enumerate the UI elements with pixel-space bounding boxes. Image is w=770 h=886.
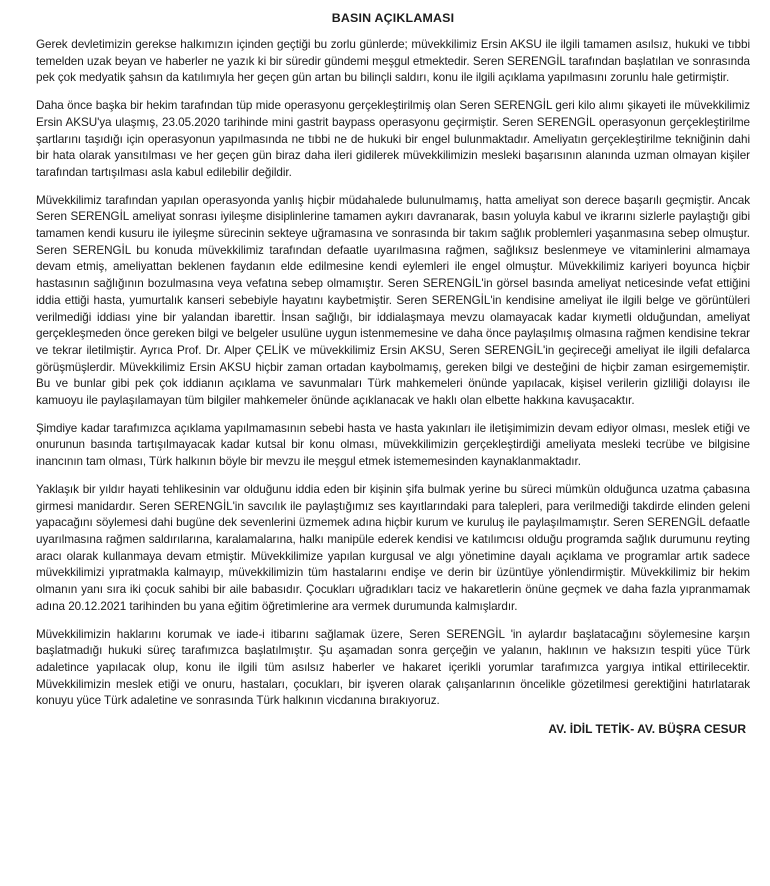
paragraph-2: Daha önce başka bir hekim tarafından tüp mide operasyonu gerçekleştirilmiş olan Seren SERENGİL geri kilo alımı şikayeti ile müvekkilimiz Ersin AKSU'ya ulaşmış, 23.05.2020 tarihinde mini gastrit baypass operasyonu geçirmiştir. Seren SERENGİL operasyonun gerçekleştirilme şartlarını taşıdığı için operasyonun yapılmasında ne tıbbi ne de hukuki bir engel bulunmaktadır. Ameliyatın gerçekleştirilme tekniğinin dahi bir hata olarak yansıtılması ve her geçen gün biraz daha ileri gidilerek müvekkilimizin mesleki başarısının alanında uzman olmayan kişiler tarafından tartışılması asla kabul edilebilir değildir. [36,99,750,179]
paragraph-5: Yaklaşık bir yıldır hayati tehlikesinin var olduğunu iddia eden bir kişinin şifa bulmak yerine bu süreci mümkün olduğunca uzatma çabasına girmesi manidardır. Seren SERENGİL'in savcılık ile paylaştığımız ses kayıtlarındaki para talepleri, para verilmediği takdirde elinden geleni yapacağını söylemesi dahi bugüne dek sevenlerini üzmemek adına hiçbir kurum ve kuruluş ile paylaşılmamıştır. Seren SERENGİL defaatle uyarılmasına rağmen saldırılarına, karalamalarına, halkı manipüle ederek kendisi ve katılımcısı olduğu programda sağlık durumunu reyting aracı olarak kullanmaya devam etmiştir. Müvekkilimize yapılan kurgusal ve algı yönetimine dayalı açıklama ve programlar artık sadece müvekkilimizi yıpratmakla kalmayıp, müvekkilimizin tüm hastalarını endişe ve derin bir üzüntüye yönlendirmiştir. Müvekkilimiz bir hekim olmanın yanı sıra iki çocuk sahibi bir aile babasıdır. Çocukları uğradıkları taciz ve hakaretlerin önüne geçmek ve daha fazla yıpranmamak adına 20.12.2021 tarihinden bu yana eğitim öğretimlerine ara vermek durumunda kalmışlardır. [36,482,750,613]
signature: AV. İDİL TETİK- AV. BÜŞRA CESUR [548,722,746,737]
paragraph-4: Şimdiye kadar tarafımızca açıklama yapılmamasının sebebi hasta ve hasta yakınları ile iletişimimizin devam ediyor olması, meslek etiği ve onurunun basında tartışılmayacak kadar kutsal bir konu olması, müvekkilimizin gerçekleştirdiği ameliyata mesleki tecrübe ve bilgisine inancının tam olması, Türk halkının böyle bir mevzu ile meşgul etmek istememesinden kaynaklanmaktadır. [36,421,750,469]
paragraph-3: Müvekkilimiz tarafından yapılan operasyonda yanlış hiçbir müdahalede bulunulmamış, hatta ameliyat son derece başarılı geçmiştir. Ancak Seren SERENGİL ameliyat sonrası iyileşme disiplinlerine tamamen aykırı davranarak, basın yoluyla kabul ve ikrarını sizlerle paylaştığı gibi tamamen kendi kusuru ile iyileşme sürecinin sekteye uğramasına ve sonrasında bir takım sağlık problemleri yaşanmasına sebep olmuştur. Seren SERENGİL bu konuda müvekkilimiz tarafından defaatle uyarılmasına rağmen, sağlıksız beslenmeye ve vitaminlerini almamaya devam etmiş, ameliyattan beklenen faydanın elde edilmesine kendi eylemleri ile engel olmuştur. Müvekkilimiz kariyeri boyunca hiçbir hastasının sağlığının bozulmasına veya vefatına sebep olmamıştır. Seren SERENGİL'in görsel basında ameliyat neticesinde vefat ettiğini iddia ettiği hasta, yumurtalık kanseri sebebiyle hayatını kaybetmiştir. Seren SERENGİL'in kendisine ameliyat ile ilgili belge ve görüntüleri verilmediği iddiası yine bir yalandan ibarettir. İnsan sağlığı, bir iddialaşmaya mevzu olamayacak kadar kıymetli olduğundan, ameliyat gerçekleşmeden önce gereken bilgi ve belgeler usulüne uygun istenmemesine ve daha önce paylaşılmış olmasına rağmen kendisine tekrar ve tekrar iletilmiştir. Ayrıca Prof. Dr. Alper ÇELİK ve müvekkilimiz Ersin AKSU, Seren SERENGİL'in geçireceği ameliyat ile ilgili defalarca görüşmüşlerdir. Müvekkilimiz Ersin AKSU hiçbir zaman ortadan kaybolmamış, gereken bilgi ve desteğini de hiçbir zaman esirgememiştir. Bu ve bunlar gibi pek çok iddianın açıklama ve savunmaları Türk mahkemeleri önünde yapılacak, kişisel verilerin gizliliği dolayısı ile kamuoyu ile paylaşılamayan tüm bilgiler mahkemeler önünde açıklanacak ve haklı olan elbette hakkına kavuşacaktır. [36,193,750,408]
paragraph-6: Müvekkilimizin haklarını korumak ve iade-i itibarını sağlamak üzere, Seren SERENGİL 'in aylardır başlatacağını söylemesine karşın başlatmadığı hukuki süreç tarafımızca başlatılmıştır. Şu aşamadan sonra gerçeğin ve yalanın, haklının ve haksızın tespiti yüce Türk adaletince yapılacak olup, konu ile ilgili tüm asılsız haberler ve hakaret içerikli yorumlar tarafımızca yargıya intikal ettirilecektir. Müvekkilimizin meslek etiği ve onuru, hastaları, çocukları, bir işveren olarak çalışanlarının öncelikle gözetilmesi gerektiğini hatırlatarak konuyu yüce Türk adaletine ve sonrasında Türk halkının vicdanına bırakıyoruz. [36,627,750,708]
document-title: BASIN AÇIKLAMASI [331,11,455,25]
paragraph-1: Gerek devletimizin gerekse halkımızın içinden geçtiği bu zorlu günlerde; müvekkilimiz Ersin AKSU ile ilgili tamamen asılsız, hukuki ve tıbbi temelden uzak beyan ve haberler ne yazık ki bir süredir gündemi meşgul etmektedir. Seren SERENGİL tarafından başlatılan ve sonrasında pek çok medyatik şahsın da katılımıyla her geçen gün artan bu bilinçli saldırı, konu ile ilgili açıklama yapılmasını zorunlu hale getirmiştir. [36,38,750,85]
